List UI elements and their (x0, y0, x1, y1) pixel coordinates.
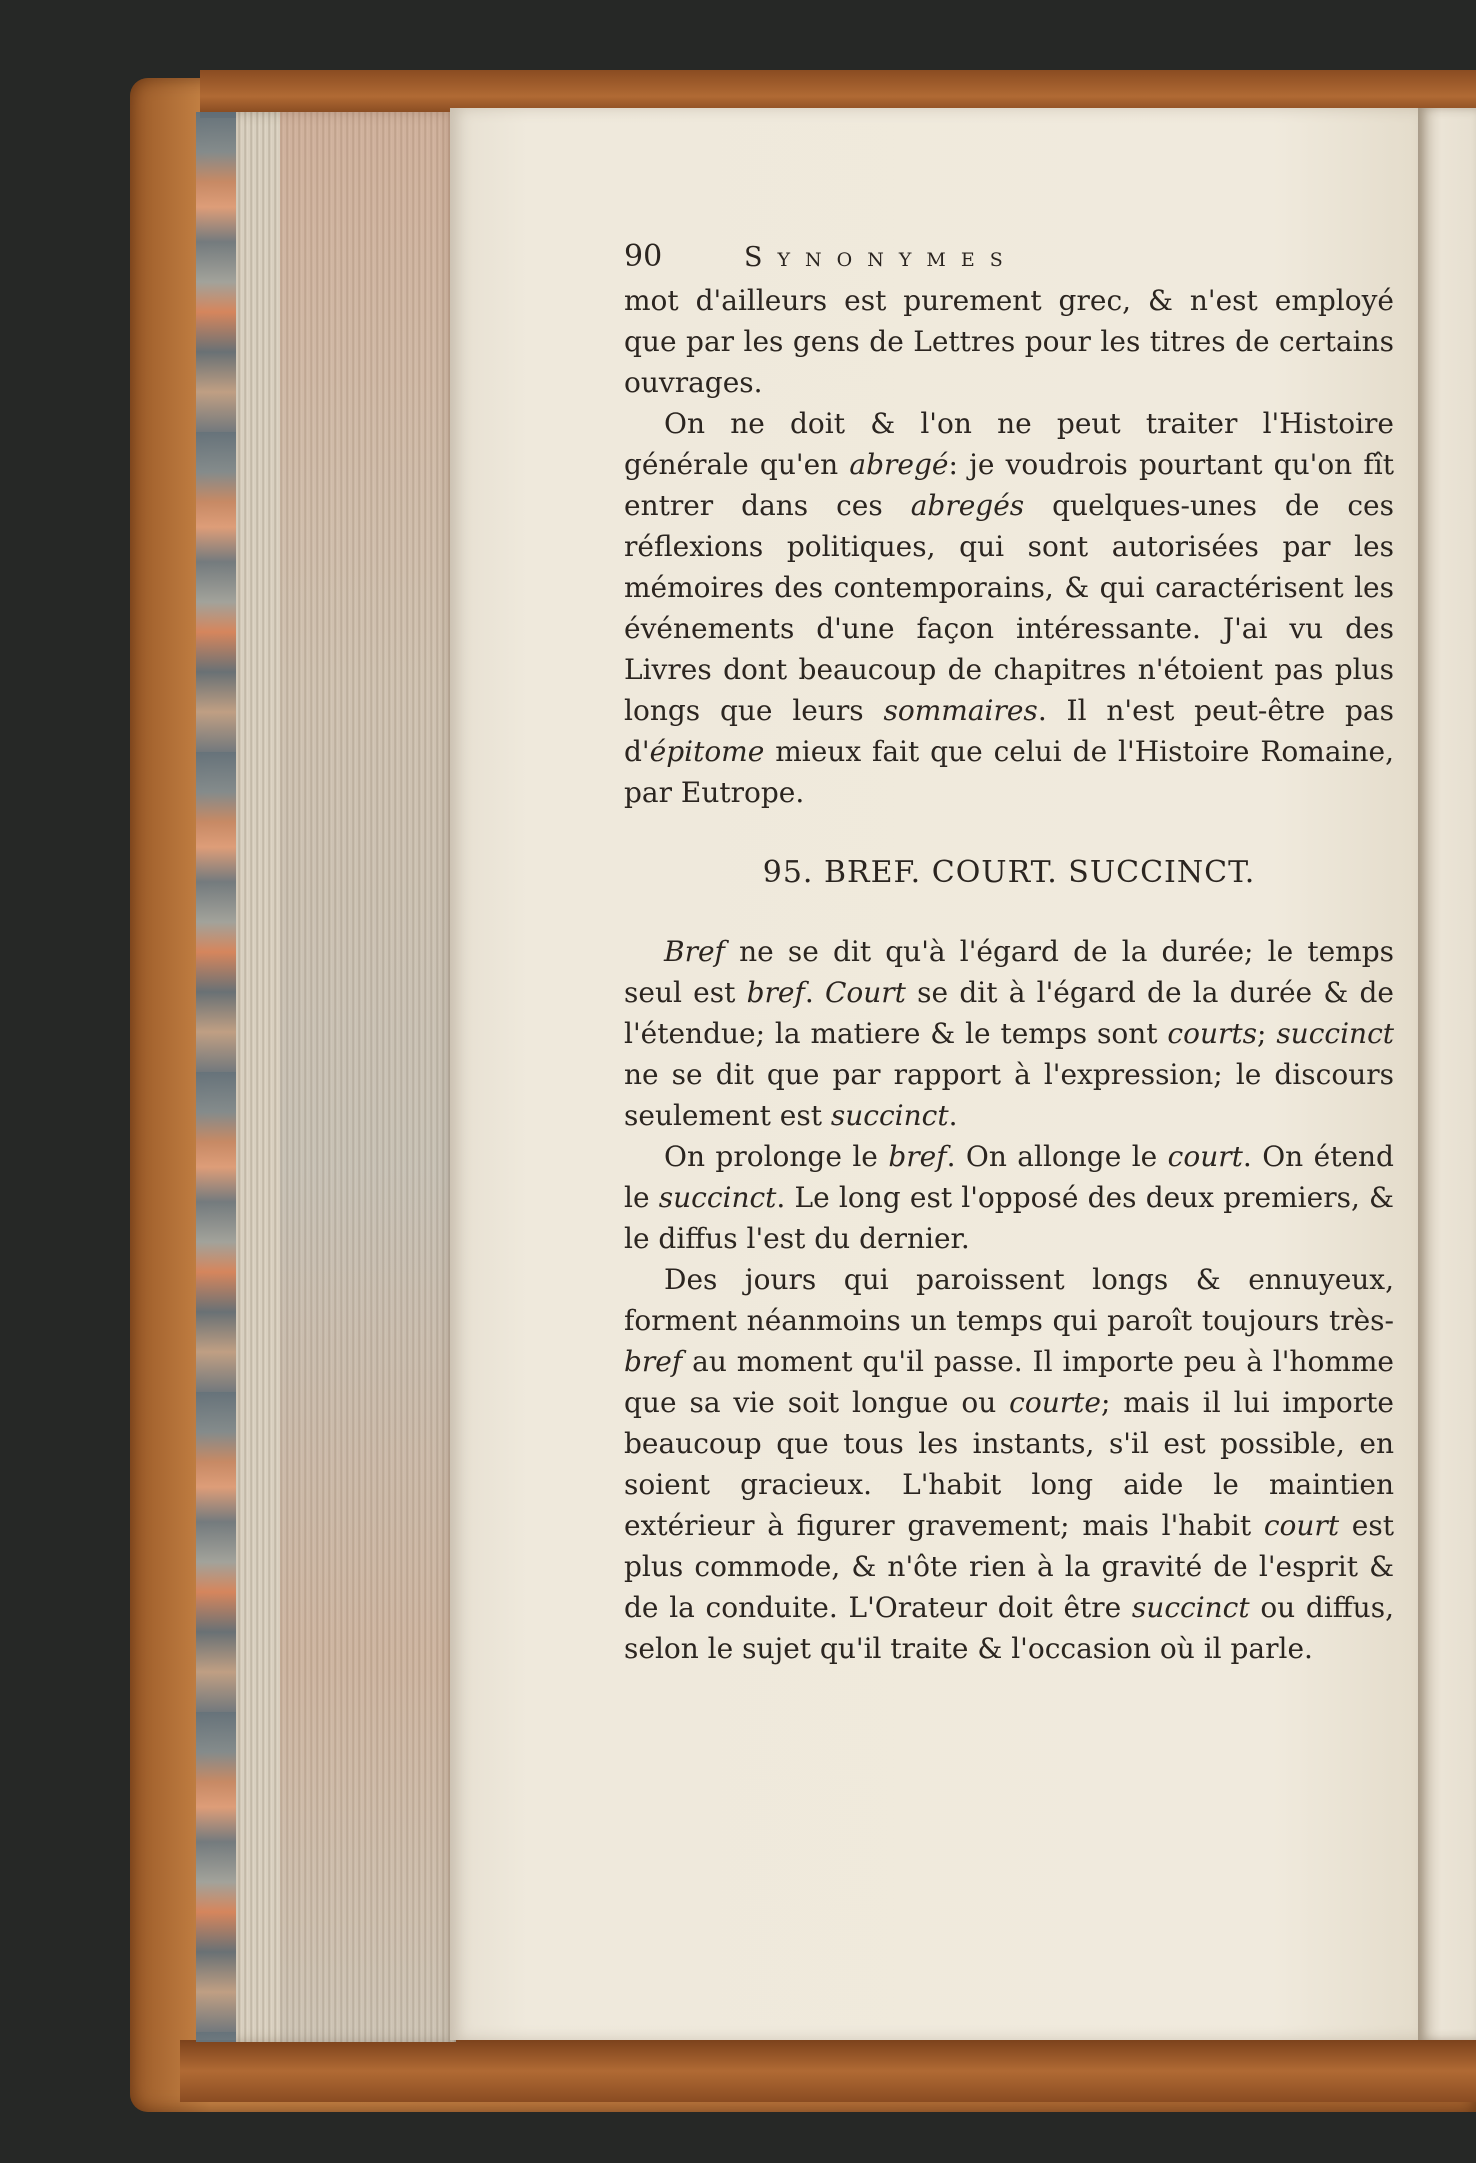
text-segment: . On étend le (624, 1140, 1394, 1214)
text-segment: . Il n'est peut-être pas d' (624, 694, 1394, 768)
article-title: 95. BREF. COURT. SUCCINCT. (762, 855, 1256, 890)
italic-term: succinct (658, 1181, 777, 1214)
italic-term: Bref (664, 935, 725, 968)
text-segment: est plus commode, & n'ôte rien à la gravité de l'esprit & de la conduite. L'Orateur doit être (624, 1509, 1394, 1624)
italic-term: succinct (1276, 1017, 1394, 1050)
italic-term: court (1263, 1509, 1340, 1542)
facing-page-edge (1418, 108, 1476, 2040)
italic-term: abregé (849, 448, 949, 481)
text-segment: mot d'ailleurs est purement grec, & n'est employé que par les gens de Lettres pour les titres de certains ouvrages. (624, 284, 1394, 399)
italic-term: court (1167, 1140, 1243, 1173)
italic-term: épitome (649, 735, 765, 768)
italic-term: succinct (1131, 1591, 1250, 1624)
italic-term: courte (1009, 1386, 1101, 1419)
italic-term: bref (746, 976, 805, 1009)
text-segment: ; (1257, 1017, 1277, 1050)
text-segment: . Le long est l'opposé des deux premiers, & le diffus l'est du dernier. (624, 1181, 1394, 1255)
running-title: Synonymes (744, 242, 1018, 273)
text-segment: se dit à l'égard de la durée & de l'étendue; la matiere & le temps sont (624, 976, 1394, 1050)
text-segment: ou diffus, selon le sujet qu'il traite & l'occasion où il parle. (624, 1591, 1394, 1665)
text-segment: quelques-unes de ces réflexions politiques, qui sont autorisées par les mémoires des contemporains, & qui caractérisent les événements d'une façon intéressante. J'ai vu des Livres dont beaucoup de chapitres n'étoient pas plus longs que leurs (624, 489, 1394, 727)
text-segment: : je voudrois pourtant qu'on fît entrer dans ces (624, 448, 1395, 522)
page-stack-tint (280, 112, 450, 2042)
italic-term: bref (624, 1345, 683, 1378)
paragraph-opposites (624, 1136, 1394, 1259)
text-segment: ne se dit que par rapport à l'expression; le discours seulement est (624, 1058, 1394, 1132)
text-segment: On ne doit & l'on ne peut traiter l'Histoire générale qu'en (624, 407, 1394, 481)
text-segment: . (948, 1099, 958, 1132)
text-segment: On prolonge le (664, 1140, 889, 1173)
text-segment: Des jours qui paroissent longs & ennuyeux, forment néanmoins un temps qui paroît toujours très- (624, 1263, 1394, 1337)
italic-term: abregés (910, 489, 1025, 522)
italic-term: courts (1167, 1017, 1257, 1050)
italic-term: Court (824, 976, 906, 1009)
page-number: 90 (624, 239, 663, 274)
text-segment: mieux fait que celui de l'Histoire Romaine, par Eutrope. (624, 735, 1394, 809)
page-text (624, 236, 1394, 1669)
text-segment: . On allonge le (946, 1140, 1168, 1173)
text-segment: ne se dit qu'à l'égard de la durée; le temps seul est (624, 935, 1394, 1009)
running-header (624, 236, 1394, 280)
cover-bottom-edge (180, 2040, 1476, 2102)
italic-term: sommaires (883, 694, 1038, 727)
text-segment: ; mais il lui importe beaucoup que tous les instants, s'il est possible, en soient gracieux. L'habit long aide le maintien extérieur à figurer gravement; mais l'habit (624, 1386, 1394, 1542)
paragraph-definitions (624, 931, 1394, 1136)
italic-term: bref (888, 1140, 947, 1173)
italic-term: succinct (830, 1099, 949, 1132)
paragraph-continuation (624, 280, 1394, 403)
paragraph-histoire (624, 403, 1394, 813)
text-segment: au moment qu'il passe. Il importe peu à l'homme que sa vie soit longue ou (624, 1345, 1394, 1419)
text-segment: . (804, 976, 825, 1009)
paragraph-examples (624, 1259, 1394, 1669)
